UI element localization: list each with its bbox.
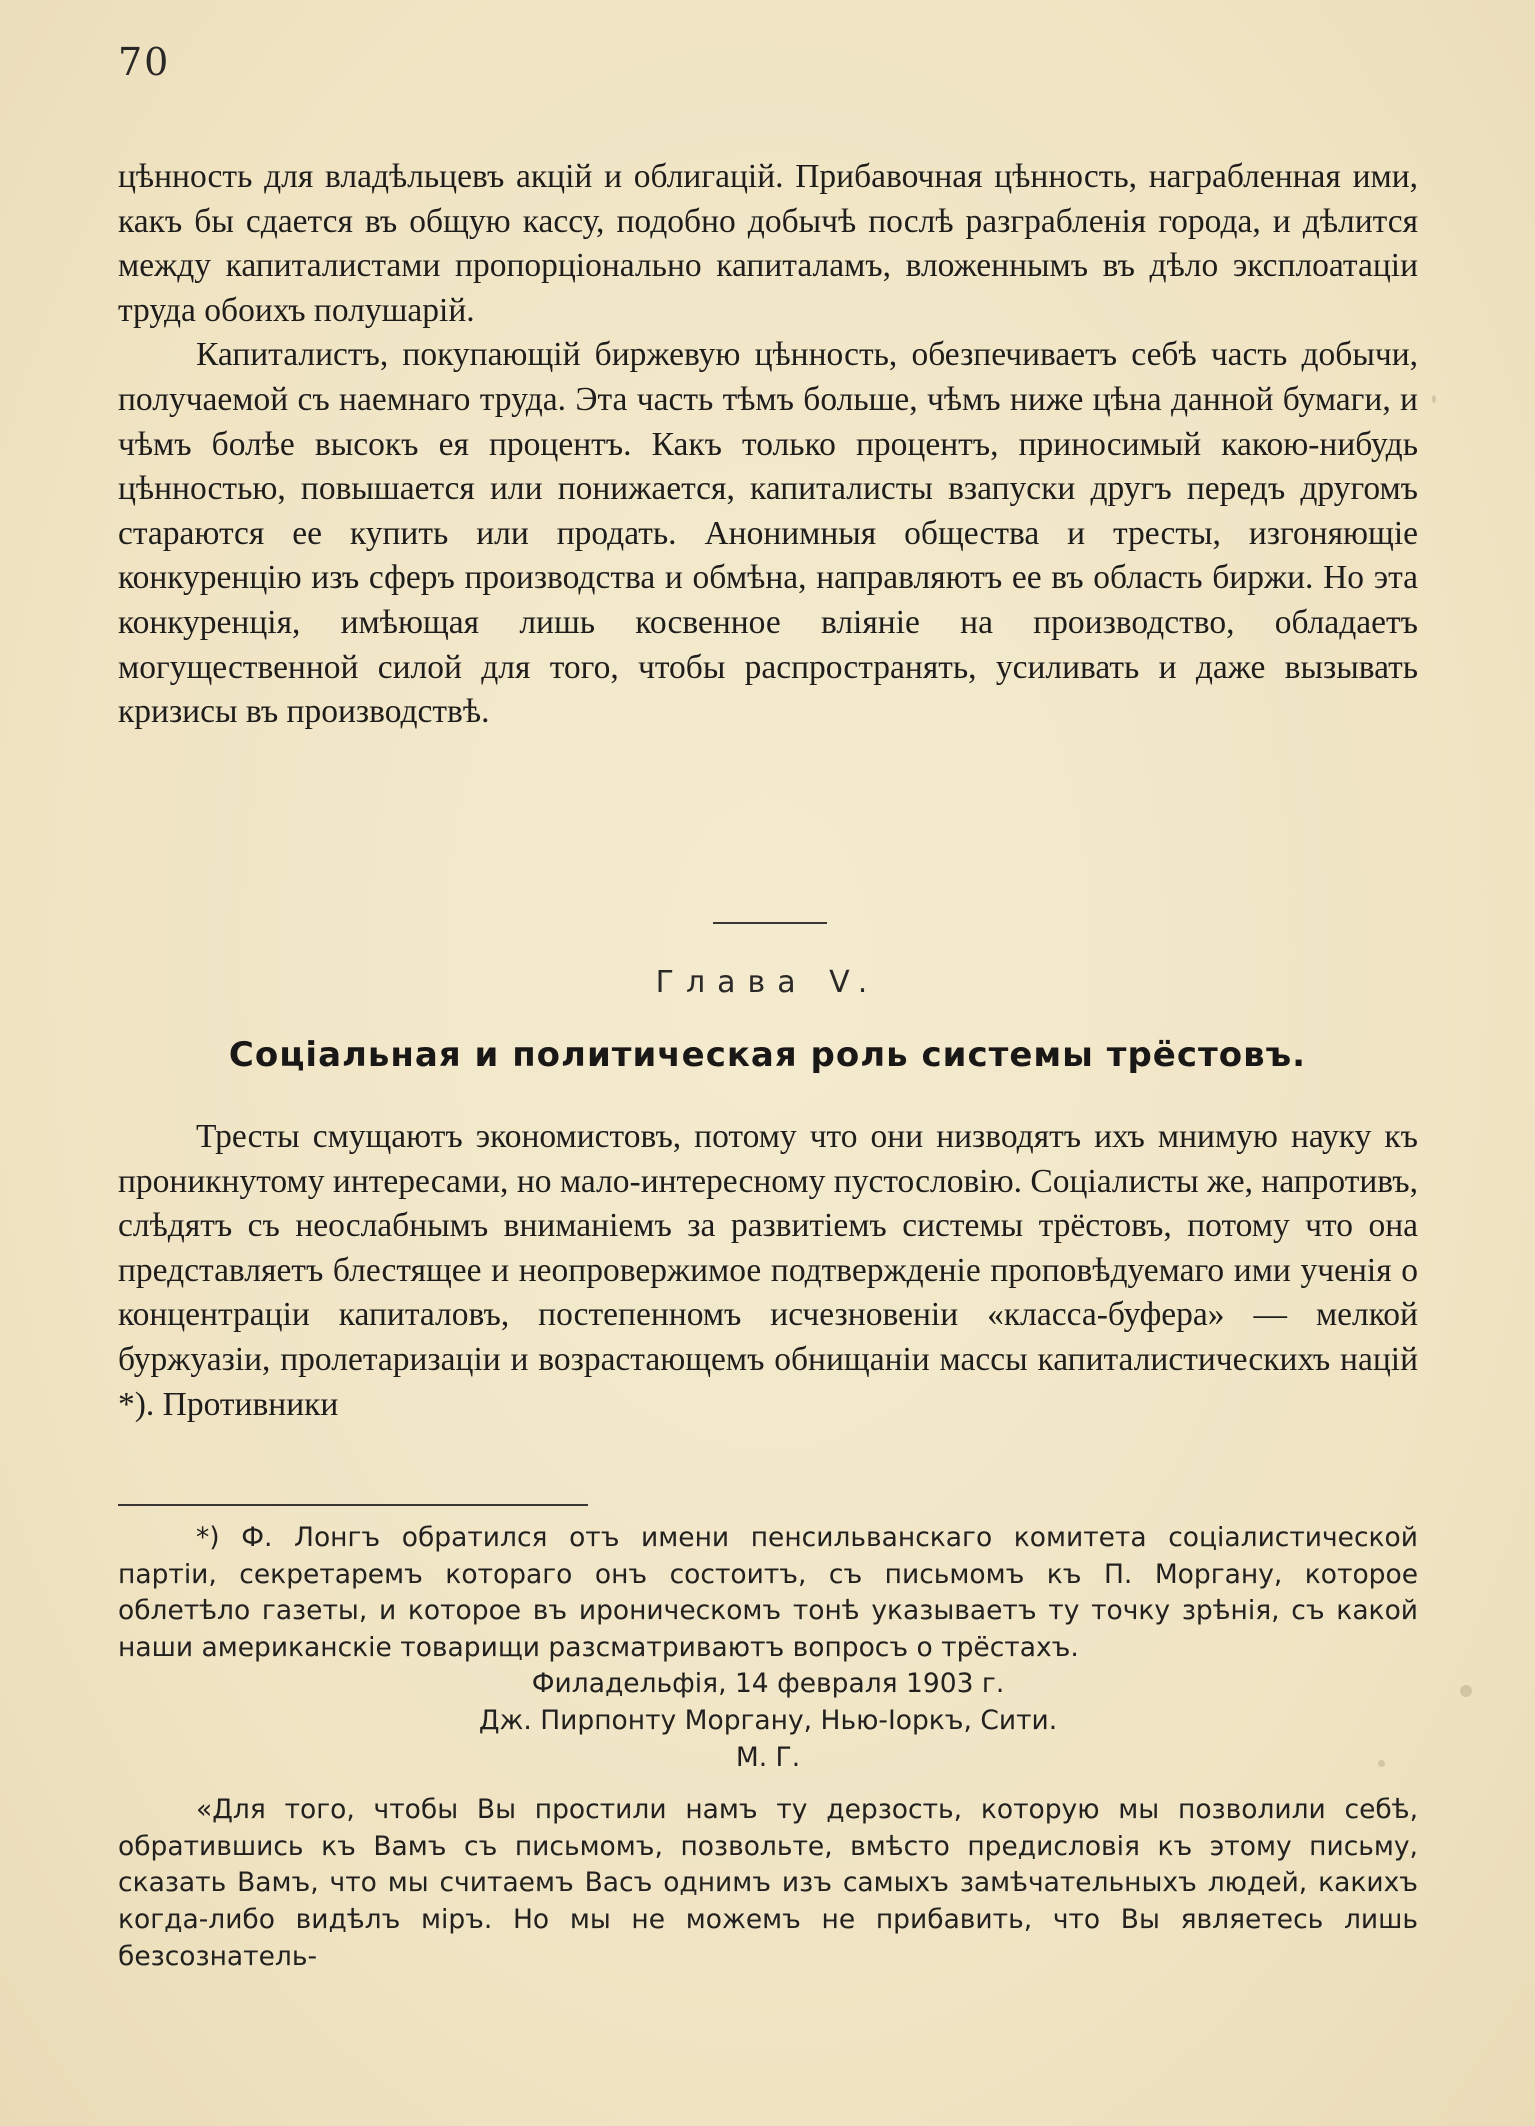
letter-text: «Для того, чтобы Вы простили намъ ту дерзость, которую мы позволили себѣ, обратившись къ Вамъ съ письмомъ, позвольте, вмѣсто предисловія къ этому письму, сказать Вамъ, что мы считаемъ Васъ однимъ изъ самыхъ замѣчательныхъ людей, какихъ когда-либо видѣлъ міръ. Но мы не можемъ не прибавить, что Вы являетесь лишь безсознатель- — [118, 1794, 1418, 1972]
footnote-text: *) Ф. Лонгъ обратился отъ имени пенсильванскаго комитета соціалистической партіи, секретаремъ котораго онъ состоитъ, съ письмомъ къ П. Моргану, которое облетѣло газеты, и которое въ ироническомъ тонѣ указываетъ ту точку зрѣнія, съ какой наши американскіе товарищи разсматриваютъ вопросъ о трёстахъ. — [118, 1522, 1418, 1663]
footnote-block — [118, 1520, 1418, 1975]
top-text-block — [118, 155, 1418, 735]
chapter-text-block — [118, 1115, 1418, 1427]
footnote-divider — [118, 1504, 588, 1506]
paragraph-capitalist: Капиталистъ, покупающій биржевую цѣнность, обезпечиваетъ себѣ часть добычи, получаемой съ наемнаго труда. Эта часть тѣмъ больше, чѣмъ ниже цѣна данной бумаги, и чѣмъ болѣе высокъ ея процентъ. Какъ только процентъ, приносимый какою-нибудь цѣнностью, повышается или понижается, капиталисты взапуски другъ передъ другомъ стараются ее купить или продать. Анонимныя общества и тресты, изгоняющіе конкуренцію изъ сферъ производства и обмѣна, направляютъ ее въ область биржи. Но эта конкуренція, имѣющая лишь косвенное вліяніе на производство, обладаетъ могущественной силой для того, чтобы распространять, усиливать и даже вызывать кризисы въ производствѣ. — [118, 336, 1418, 731]
section-divider — [713, 922, 827, 924]
letter-salutation: М. Г. — [735, 1741, 801, 1773]
chapter-title: Соціальная и политическая роль системы трёстовъ. — [228, 1035, 1307, 1075]
chapter-heading: Глава V. — [655, 965, 880, 1000]
paragraph-trusts: Тресты смущаютъ экономистовъ, потому что они низводятъ ихъ мнимую науку къ проникнутому интересами, но мало-интересному пустословію. Соціалисты же, напротивъ, слѣдятъ съ неослабнымъ вниманіемъ за развитіемъ системы трёстовъ, потому что она представляетъ блестящее и неопровержимое подтвержденіе проповѣдуемаго ими ученія о концентраціи капиталовъ, постепенномъ исчезновеніи «класса-буфера» — мелкой буржуазіи, пролетаризаціи и возрастающемъ обнищаніи массы капиталистическихъ націй *). Противники — [118, 1118, 1418, 1423]
paper-speck — [1460, 1685, 1472, 1697]
letter-address-line: Дж. Пирпонту Моргану, Нью-Іоркъ, Сити. — [478, 1704, 1058, 1736]
paragraph-continued: цѣнность для владѣльцевъ акцій и облигацій. Прибавочная цѣнность, награбленная ими, какъ бы сдается въ общую кассу, подобно добычѣ послѣ разграбленія города, и дѣлится между капиталистами пропорціонально капиталамъ, вложеннымъ въ дѣло эксплоатаціи труда обоихъ полушарій. — [118, 158, 1418, 329]
paper-speck — [1378, 1760, 1385, 1767]
paper-speck — [1432, 395, 1436, 403]
page-number: 70 — [118, 40, 171, 84]
letter-date-line: Филадельфія, 14 февраля 1903 г. — [531, 1668, 1005, 1700]
